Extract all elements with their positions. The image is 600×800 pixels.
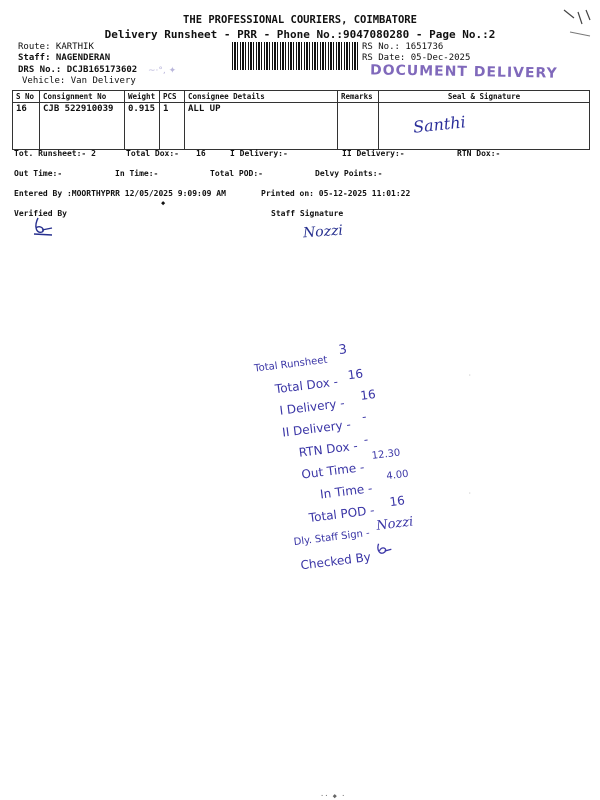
- total-dox-label: Total Dox:-: [126, 149, 179, 158]
- recipient-signature: Santhi: [412, 112, 467, 137]
- ii-delivery-label: II Delivery:-: [342, 149, 405, 158]
- note-checked-by: Checked By: [299, 549, 372, 573]
- note-total-runsheet-hw: 3: [337, 342, 348, 359]
- verified-by-label: Verified By: [14, 209, 67, 218]
- cell-remarks: [338, 103, 379, 150]
- note-in-time-hw: 4.00: [385, 468, 410, 483]
- document-delivery-stamp: DOCUMENT DELIVERY: [369, 62, 558, 82]
- cell-sno: 16: [13, 103, 40, 150]
- bottom-specks: ·· ◆ ·: [320, 792, 346, 800]
- corner-mark-icon: [560, 6, 596, 38]
- barcode: [232, 42, 358, 70]
- note-i-delivery: I Delivery -: [278, 395, 346, 418]
- note-i-delivery-hw: 16: [359, 387, 377, 403]
- runsheet-table: [12, 90, 590, 150]
- checker-signature-icon: [374, 540, 394, 558]
- note-total-runsheet: Total Runsheet: [253, 354, 328, 375]
- note-staff-sign-hw: Nozzi: [375, 514, 415, 534]
- stamp-note: [250, 328, 453, 573]
- total-pod-label: Total POD:-: [210, 169, 263, 178]
- note-total-pod: Total POD -: [308, 503, 376, 526]
- delvy-points-label: Delvy Points:-: [315, 169, 383, 178]
- note-rtn-dox: RTN Dox -: [298, 438, 359, 460]
- i-delivery-label: I Delivery:-: [230, 149, 288, 158]
- cell-weight: 0.915: [125, 103, 160, 150]
- printed-on: Printed on: 05-12-2025 11:01:22: [261, 189, 411, 198]
- col-sno: S No: [13, 91, 40, 103]
- total-runsheet: Tot. Runsheet:- 2: [14, 149, 96, 158]
- rs-number: RS No.: 1651736: [362, 42, 444, 52]
- speck-1: ·: [468, 372, 472, 379]
- table-header-row: [13, 91, 590, 103]
- note-in-time: In Time -: [319, 481, 374, 502]
- col-seal-signature: Seal & Signature: [379, 91, 590, 103]
- note-ii-delivery: II Delivery -: [281, 417, 352, 440]
- cell-consignee: ALL UP: [185, 103, 338, 150]
- cell-signature: [379, 103, 590, 150]
- note-total-pod-hw: 16: [388, 493, 406, 510]
- total-dox-value: 16: [196, 149, 206, 158]
- col-pcs: PCS: [160, 91, 185, 103]
- runsheet-subtitle: Delivery Runsheet - PRR - Phone No.:9047080280 - Page No.:2: [104, 28, 496, 41]
- note-out-time-hw: 12.30: [371, 447, 401, 462]
- company-title: THE PROFESSIONAL COURIERS, COIMBATORE: [183, 14, 417, 26]
- table-row: [13, 103, 590, 150]
- cell-pcs: 1: [160, 103, 185, 150]
- staff-signature-label: Staff Signature: [271, 209, 344, 218]
- note-out-time: Out Time -: [300, 460, 366, 482]
- col-weight: Weight: [125, 91, 160, 103]
- route-label: Route: KARTHIK: [18, 42, 94, 52]
- col-consignee: Consignee Details: [185, 91, 338, 103]
- verifier-signature-icon: [30, 216, 56, 238]
- speck-2: ·: [468, 490, 472, 497]
- in-time-label: In Time:-: [115, 169, 159, 178]
- cell-consignment: CJB 522910039: [40, 103, 125, 150]
- note-rtn-dox-hw: -: [362, 432, 369, 447]
- col-consignment: Consignment No: [40, 91, 125, 103]
- drs-number: DRS No.: DCJB165173602: [18, 65, 138, 75]
- staff-handwritten-signature: Nozzi: [302, 222, 344, 242]
- note-ii-delivery-hw: -: [361, 409, 368, 424]
- rs-date: RS Date: 05-Dec-2025: [362, 53, 471, 63]
- col-remarks: Remarks: [338, 91, 379, 103]
- faint-stamp-smudge: ~·°, ✦: [148, 66, 177, 76]
- vehicle-label: Vehicle: Van Delivery: [22, 76, 136, 86]
- note-total-dox-hw: 16: [346, 366, 364, 383]
- rtn-dox-label: RTN Dox:-: [457, 149, 501, 158]
- dot-mark: ◆: [161, 199, 166, 207]
- staff-label: Staff: NAGENDERAN: [18, 53, 111, 63]
- note-staff-sign: Dly. Staff Sign -: [293, 527, 371, 549]
- out-time-label: Out Time:-: [14, 169, 63, 178]
- entered-by: Entered By :MOORTHYPRR 12/05/2025 9:09:09 AM: [14, 189, 226, 198]
- note-total-dox: Total Dox -: [274, 374, 339, 397]
